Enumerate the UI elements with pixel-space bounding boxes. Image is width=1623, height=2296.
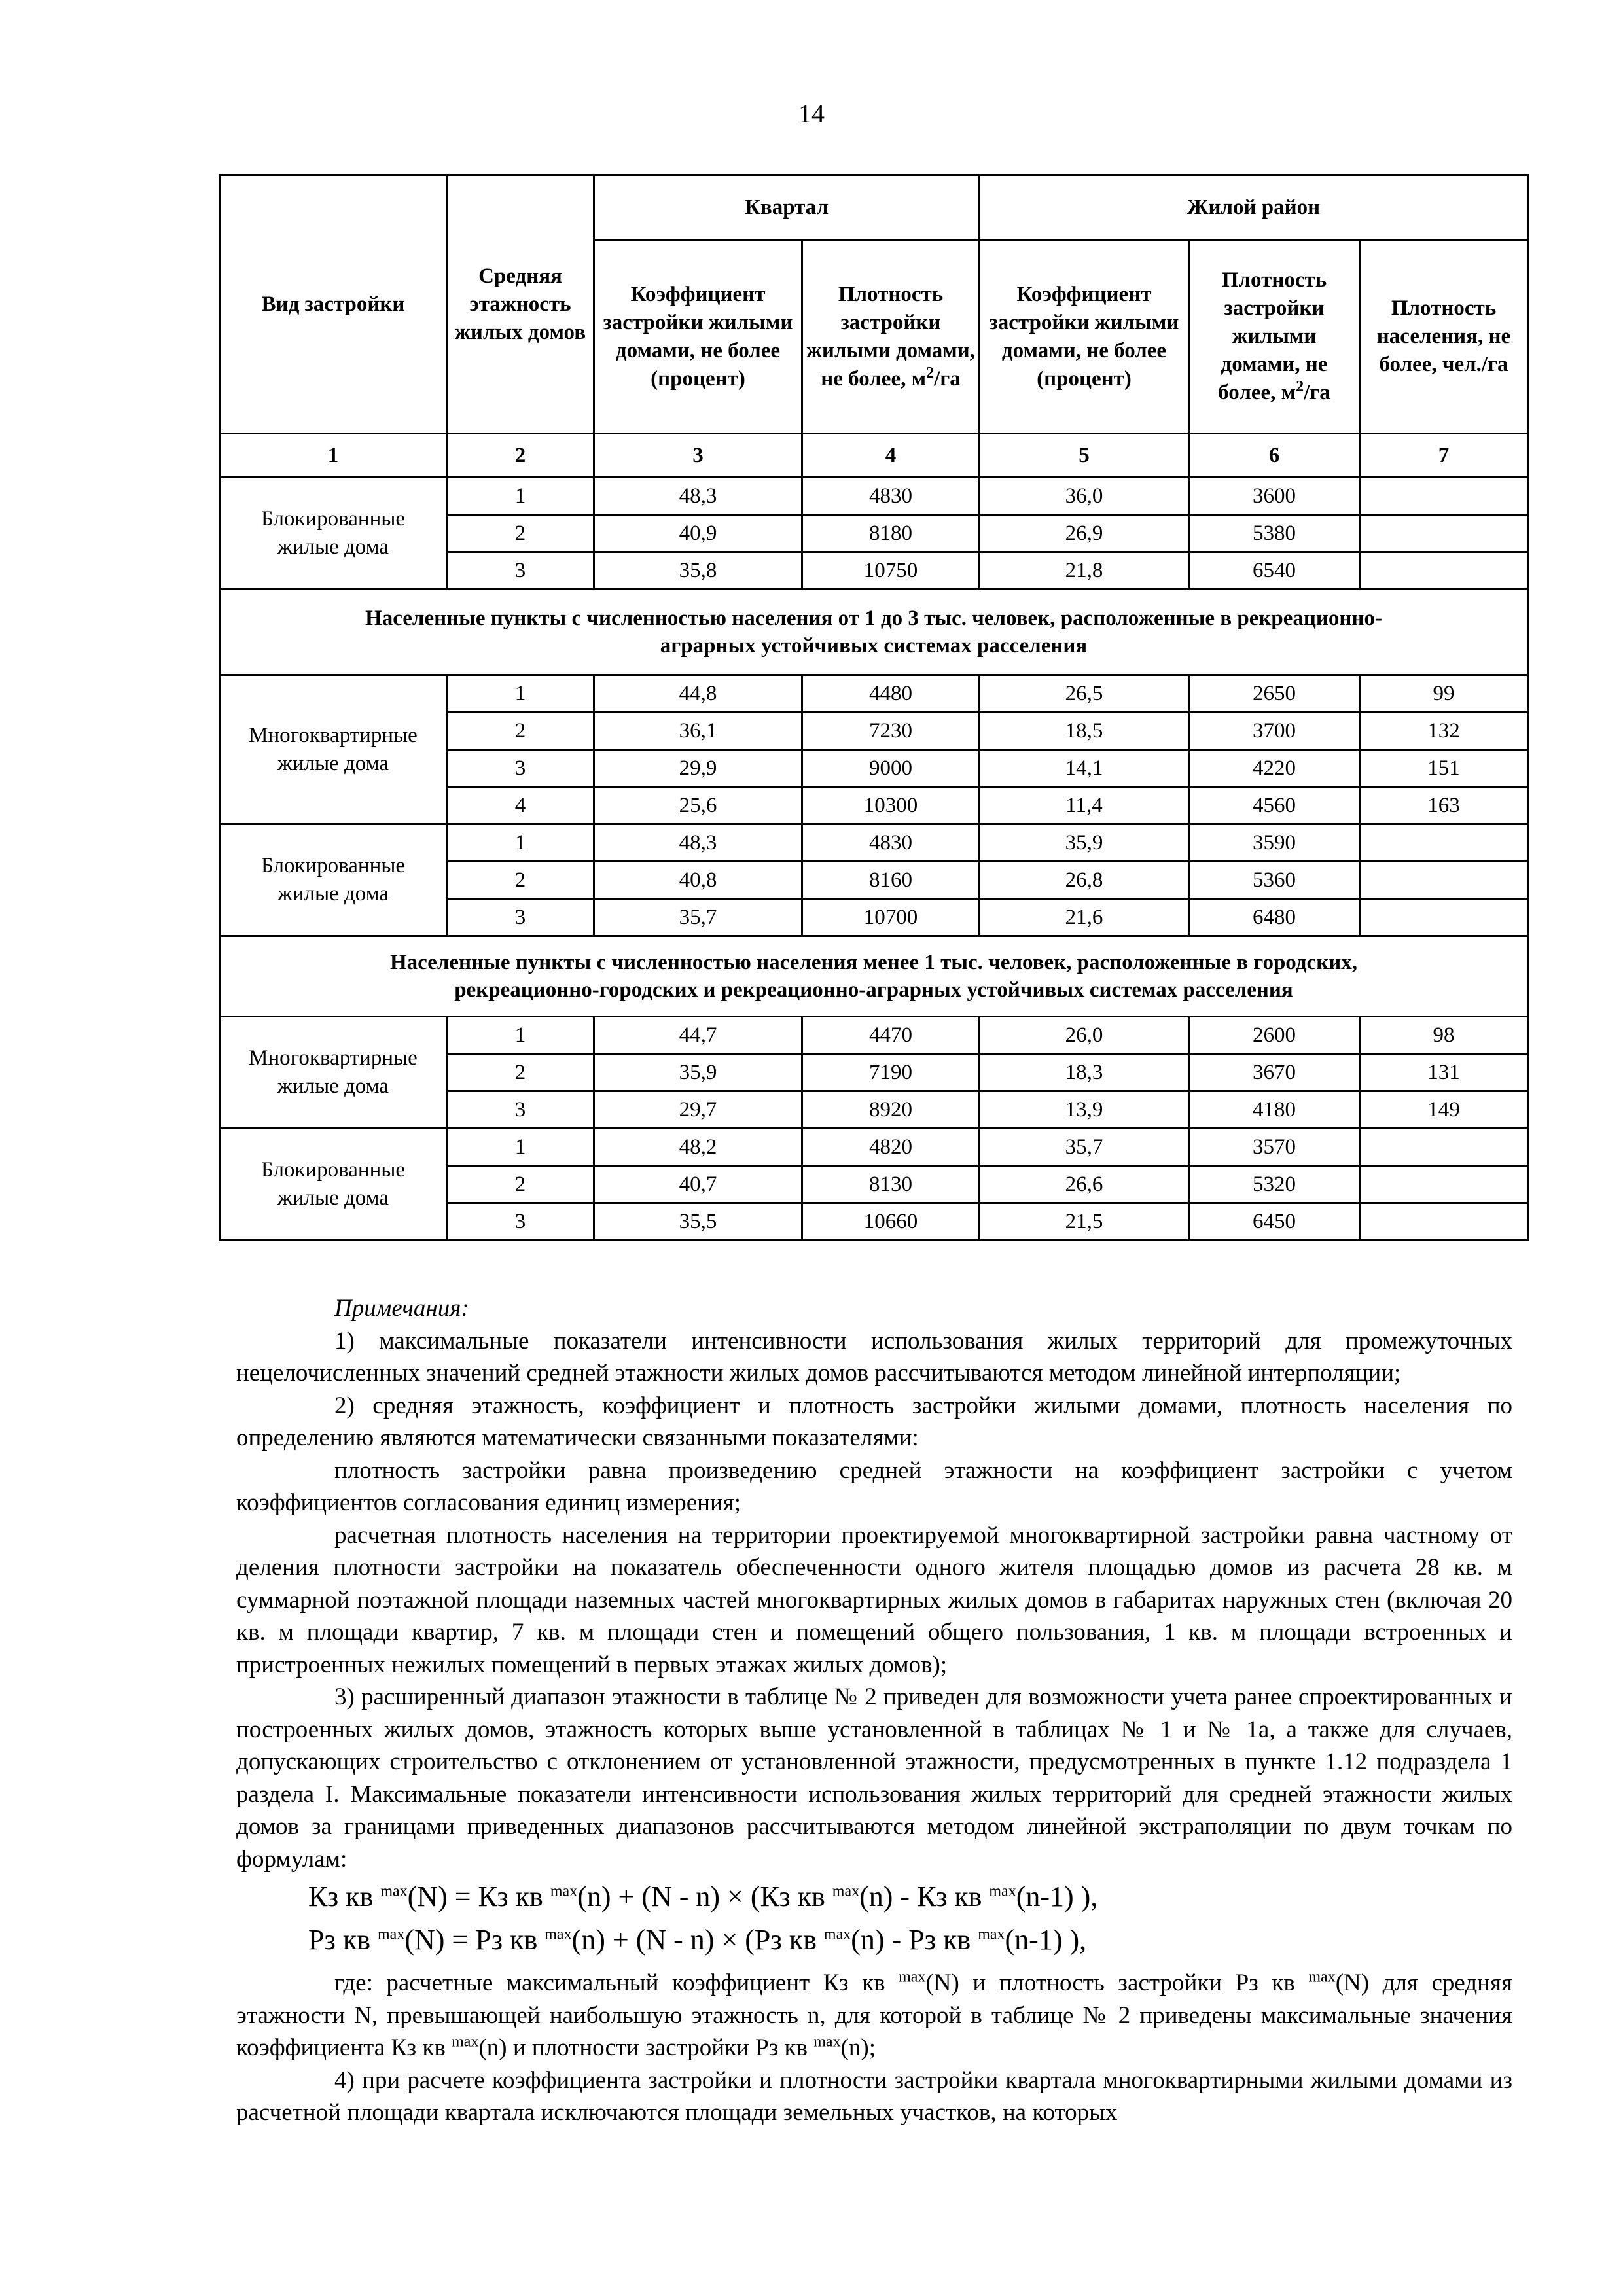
column-number: 6 [1189,434,1360,478]
table-cell: 35,5 [594,1203,802,1241]
superscript-max: max [813,2033,841,2051]
table-cell: 4480 [802,675,980,713]
table-cell: 132 [1360,713,1528,750]
table-cell: 4560 [1189,787,1360,824]
table-cell: 8920 [802,1091,980,1129]
table-cell [1360,515,1528,552]
header-dens-rayon [1189,240,1360,434]
table-cell: 3 [447,750,594,787]
table-cell [1360,478,1528,515]
column-number: 3 [594,434,802,478]
table-cell: 151 [1360,750,1528,787]
text-part: (n); [840,2034,876,2061]
header-text: /га [934,366,961,391]
table-cell: 7230 [802,713,980,750]
table-cell: 4220 [1189,750,1360,787]
text-part: (N) = Рз кв [404,1924,545,1956]
text-part: где: расчетные максимальный коэффициент Кз кв [334,1969,899,1996]
table-cell: 98 [1360,1017,1528,1054]
building-type: Многоквартирные жилые дома [220,1017,447,1129]
table-cell: 14,1 [980,750,1189,787]
superscript-max: max [378,1926,405,1943]
table-row [220,675,1528,713]
section-row [220,590,1528,675]
header-text: Плотность застройки жилыми домами, не более, м [1218,268,1328,404]
table-cell: 36,1 [594,713,802,750]
table-cell [1360,1129,1528,1166]
table-cell [1360,824,1528,862]
table-cell: 48,2 [594,1129,802,1166]
table-cell: 35,7 [980,1129,1189,1166]
table-row [220,1017,1528,1054]
superscript-max: max [832,1882,860,1900]
table-cell: 1 [447,1129,594,1166]
header-dens-kvartal [802,240,980,434]
table-cell: 21,6 [980,899,1189,936]
note-2a: плотность застройки равна произведению средней этажности на коэффициент застройки с учетом коэффициентов согласования единиц измерения; [236,1457,1512,1516]
formula-pz [236,1918,1512,1962]
table-cell: 2 [447,862,594,899]
superscript-max: max [550,1882,578,1900]
table-cell: 26,5 [980,675,1189,713]
building-type: Блокированные жилые дома [220,478,447,590]
table-cell: 6480 [1189,899,1360,936]
table-cell: 11,4 [980,787,1189,824]
density-table [219,174,1529,1241]
text-part: (n) и плотности застройки Рз кв [478,2034,814,2061]
header-rayon: Жилой район [980,175,1528,240]
table-cell: 10300 [802,787,980,824]
table-cell: 2 [447,1166,594,1203]
table-cell: 35,8 [594,552,802,590]
table-cell: 21,5 [980,1203,1189,1241]
table-cell: 40,9 [594,515,802,552]
table-cell: 9000 [802,750,980,787]
table-cell: 3670 [1189,1054,1360,1091]
note-2b: расчетная плотность населения на территории проектируемой многоквартирной застройки равна частному от деления плотности застройки на показатель обеспеченности одного жителя площадью домов из расчета 28 кв. м суммарной поэтажной площади наземных частей многоквартирных жилых домов в габаритах наружных стен (включая 20 кв. м площади квартир, 7 кв. м площади стен и помещений общего пользования, 1 кв. м площади встроенных и пристроенных нежилых помещений в первых этажах жилых домов); [236,1521,1512,1678]
note-4: 4) при расчете коэффициента застройки и плотности застройки квартала многоквартирными жилыми домами из расчетной площади квартала исключаются площади земельных участков, на которых [236,2066,1512,2126]
table-cell: 18,5 [980,713,1189,750]
superscript-max: max [452,2033,479,2051]
table-cell: 2 [447,515,594,552]
table-cell: 10660 [802,1203,980,1241]
table-cell: 5360 [1189,862,1360,899]
building-type: Блокированные жилые дома [220,1129,447,1241]
text-part: (n) + (N - n) × (Кз кв [577,1881,832,1913]
table-cell: 131 [1360,1054,1528,1091]
table-cell: 3700 [1189,713,1360,750]
table-cell: 29,9 [594,750,802,787]
table-cell: 4470 [802,1017,980,1054]
header-text: Плотность застройки жилыми домами, не более, м [806,282,976,391]
text-part: Рз кв [308,1924,378,1956]
table-cell: 48,3 [594,824,802,862]
table-cell: 44,8 [594,675,802,713]
table-cell: 3 [447,552,594,590]
table-row [220,824,1528,862]
section-row [220,936,1528,1017]
superscript-max: max [380,1882,408,1900]
table-cell: 163 [1360,787,1528,824]
header-text: /га [1304,381,1330,404]
table-cell: 7190 [802,1054,980,1091]
table-cell: 40,8 [594,862,802,899]
note-3-where [236,1967,1512,2064]
header-floors: Средняя этажность жилых домов [447,175,594,434]
table-cell: 35,9 [594,1054,802,1091]
table-cell: 1 [447,824,594,862]
superscript-max: max [544,1926,572,1943]
table-cell: 1 [447,675,594,713]
table-cell: 25,6 [594,787,802,824]
table-cell: 3 [447,899,594,936]
table-cell: 8160 [802,862,980,899]
text-part: (N) для средняя этажности N, превышающей наибольшую этажность n, для которой в таблице № 2 приведены максимальные значения коэффициента Кз кв [236,1969,1512,2061]
text-part: (n) + (N - n) × (Рз кв [571,1924,824,1956]
column-number: 2 [447,434,594,478]
table-cell: 29,7 [594,1091,802,1129]
table-cell: 2650 [1189,675,1360,713]
table-cell: 4830 [802,824,980,862]
table-cell: 10750 [802,552,980,590]
table-cell: 35,7 [594,899,802,936]
column-number: 5 [980,434,1189,478]
table-cell: 1 [447,478,594,515]
header-coef-kvartal: Коэффициент застройки жилыми домами, не более (процент) [594,240,802,434]
table-cell: 40,7 [594,1166,802,1203]
table-cell: 26,8 [980,862,1189,899]
table-cell: 10700 [802,899,980,936]
notes-title: Примечания: [334,1295,469,1322]
table-row [220,1129,1528,1166]
table-cell: 4820 [802,1129,980,1166]
text-part: (n) - Кз кв [859,1881,990,1913]
text-part: (n-1) ), [1005,1924,1087,1956]
table-cell: 3600 [1189,478,1360,515]
header-sup: 2 [1296,378,1304,395]
table-cell: 3 [447,1203,594,1241]
note-1: 1) максимальные показатели интенсивности использования жилых территорий для промежуточных нецелочисленных значений средней этажности жилых домов рассчитываются методом линейной интерполяции; [236,1327,1512,1386]
column-numbers-row [220,434,1528,478]
table-cell: 4180 [1189,1091,1360,1129]
table-cell: 18,3 [980,1054,1189,1091]
table-cell [1360,899,1528,936]
superscript-max: max [899,1968,926,1986]
note-2: 2) средняя этажность, коэффициент и плотность застройки жилыми домами, плотность населения по определению являются математически связанными показателями: [236,1392,1512,1451]
text-part: (N) и плотность застройки Рз кв [925,1969,1309,1996]
table-cell: 3 [447,1091,594,1129]
table-cell [1360,1203,1528,1241]
header-kvartal: Квартал [594,175,980,240]
text-part: (n-1) ), [1016,1881,1098,1913]
table-cell: 1 [447,1017,594,1054]
table-cell: 26,0 [980,1017,1189,1054]
table-cell: 21,8 [980,552,1189,590]
formula-kz [236,1875,1512,1918]
page-number: 14 [798,99,825,128]
text-part: (n) - Рз кв [851,1924,978,1956]
table-cell: 5320 [1189,1166,1360,1203]
table-cell: 3590 [1189,824,1360,862]
column-number: 4 [802,434,980,478]
table-cell: 2 [447,1054,594,1091]
table-cell: 36,0 [980,478,1189,515]
building-type: Многоквартирные жилые дома [220,675,447,824]
superscript-max: max [1308,1968,1336,1986]
table-cell: 99 [1360,675,1528,713]
table-cell [1360,862,1528,899]
table-cell: 48,3 [594,478,802,515]
table-cell: 13,9 [980,1091,1189,1129]
table-cell: 8180 [802,515,980,552]
table-cell: 35,9 [980,824,1189,862]
table-cell: 6540 [1189,552,1360,590]
table-cell [1360,1166,1528,1203]
table-cell: 44,7 [594,1017,802,1054]
table-cell: 26,6 [980,1166,1189,1203]
header-vid: Вид застройки [220,175,447,434]
column-number: 7 [1360,434,1528,478]
table-cell: 5380 [1189,515,1360,552]
text-part: Кз кв [308,1881,381,1913]
table-cell: 3570 [1189,1129,1360,1166]
notes [236,1292,1512,2129]
table-cell: 6450 [1189,1203,1360,1241]
building-type: Блокированные жилые дома [220,824,447,936]
table-cell: 26,9 [980,515,1189,552]
table-cell: 2 [447,713,594,750]
table-cell: 4 [447,787,594,824]
section-title: Населенные пункты с численностью населения менее 1 тыс. человек, расположенные в городских, рекреационно-городских и рекреационно-аграрных устойчивых системах расселения [220,936,1528,1017]
column-number: 1 [220,434,447,478]
header-sup: 2 [926,364,935,381]
header-pop: Плотность населения, не более, чел./га [1360,240,1528,434]
table-cell: 8130 [802,1166,980,1203]
text-part: (N) = Кз кв [407,1881,550,1913]
superscript-max: max [823,1926,851,1943]
table-cell [1360,552,1528,590]
table-row [220,478,1528,515]
section-title: Населенные пункты с численностью населения от 1 до 3 тыс. человек, расположенные в рекреационно-аграрных устойчивых системах расселения [220,590,1528,675]
header-coef-rayon: Коэффициент застройки жилыми домами, не более (процент) [980,240,1189,434]
table-cell: 149 [1360,1091,1528,1129]
superscript-max: max [989,1882,1016,1900]
superscript-max: max [978,1926,1005,1943]
table-cell: 4830 [802,478,980,515]
note-3: 3) расширенный диапазон этажности в таблице № 2 приведен для возможности учета ранее спроектированных и построенных жилых домов, этажность которых выше установленной в таблицах № 1 и № 1а, а также для случаев, допускающих строительство с отклонением от установленной этажности, предусмотренных в пункте 1.12 подраздела 1 раздела I. Максимальные показатели интенсивности использования жилых территорий для средней этажности жилых домов за границами приведенных диапазонов рассчитываются методом линейной экстраполяции по двум точкам по формулам: [236,1684,1512,1873]
table-cell: 2600 [1189,1017,1360,1054]
